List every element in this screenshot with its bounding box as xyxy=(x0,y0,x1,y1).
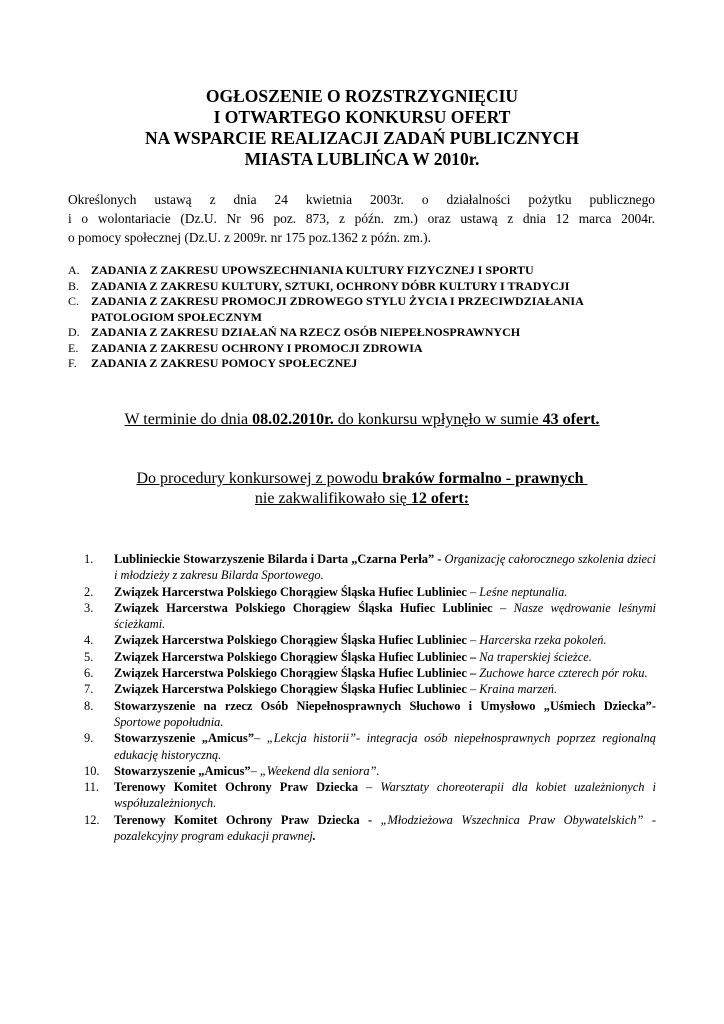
offer-body xyxy=(114,812,656,845)
category-letter: F. xyxy=(68,356,77,370)
category-item xyxy=(68,263,668,279)
category-letter: E. xyxy=(68,340,79,355)
summary-mid: do konkursu wpłynęło w sumie xyxy=(333,411,543,428)
offer-organization: Związek Harcerstwa Polskiego Chorągiew Śląska Hufiec Lubliniec xyxy=(114,584,467,599)
offer-organization: Stowarzyszenie na rzecz Osób Niepełnosprawnych Słuchowo i Umysłowo „Uśmiech Dziecka”- xyxy=(114,698,656,713)
offer-organization: Stowarzyszenie „Amicus” xyxy=(114,763,251,778)
category-text: ZADANIA Z ZAKRESU OCHRONY I PROMOCJI ZDROWIA xyxy=(91,340,423,355)
category-letter: A. xyxy=(68,263,80,277)
offer-description: – Warsztaty choreoterapii dla kobiet uzależnionych i współuzależnionych. xyxy=(114,780,656,811)
submission-summary xyxy=(0,410,724,430)
category-item xyxy=(68,341,668,357)
offer-item xyxy=(84,665,656,681)
offer-number: 8. xyxy=(84,698,94,713)
offer-item xyxy=(84,584,656,600)
offer-item xyxy=(84,600,656,633)
offer-number: 11. xyxy=(84,780,100,795)
offer-body xyxy=(114,665,656,681)
offer-tail: . xyxy=(312,829,316,844)
offer-body xyxy=(114,763,656,779)
offer-item xyxy=(84,551,656,584)
document-title xyxy=(0,86,724,170)
offer-organization: Terenowy Komitet Ochrony Praw Dziecka - xyxy=(114,812,373,827)
offer-description: – Kraina marzeń. xyxy=(466,682,558,697)
rejected-line1-text: Do procedury konkursowej z powodu xyxy=(136,470,383,487)
offer-organization: Stowarzyszenie „Amicus” xyxy=(114,731,255,746)
offer-description: Zuchowe harce czterech pór roku. xyxy=(476,666,648,681)
offer-body xyxy=(114,698,656,731)
offer-number: 10. xyxy=(84,763,100,778)
category-item xyxy=(68,279,668,295)
offer-number: 12. xyxy=(84,812,100,827)
rejected-line-1 xyxy=(0,469,724,489)
offer-body xyxy=(114,730,656,763)
offer-description: Organizację całorocznego szkolenia dzieci i młodzieży z zakresu Bilarda Sportowego. xyxy=(114,552,656,583)
summary-date: 08.02.2010r. xyxy=(252,411,334,428)
category-text: ZADANIA Z ZAKRESU DZIAŁAŃ NA RZECZ OSÓB NIEPEŁNOSPRAWNYCH xyxy=(91,325,521,339)
offer-item xyxy=(84,779,656,812)
offer-body xyxy=(114,584,656,600)
intro-line: i o wolontariacie (Dz.U. Nr 96 poz. 873, z późn. zm.) oraz ustawą z dnia 12 marca 2004r. xyxy=(68,211,655,226)
offer-number: 3. xyxy=(84,600,94,615)
category-text: ZADANIA Z ZAKRESU PROMOCJI ZDROWEGO STYLU ŻYCIA I PRZECIWDZIAŁANIA PATOLOGIOM SPOŁECZNYM xyxy=(91,294,584,324)
offer-description: „Młodzieżowa Wszechnica Praw Obywatelskich” - pozalekcyjny program edukacji prawnej xyxy=(114,812,656,844)
offer-item xyxy=(84,681,656,697)
category-letter: C. xyxy=(68,294,80,308)
rejected-summary xyxy=(0,469,724,508)
offer-organization: Związek Harcerstwa Polskiego Chorągiew Śląska Hufiec Lubliniec – xyxy=(114,666,477,681)
task-categories-list xyxy=(68,263,668,372)
offer-body xyxy=(114,600,656,633)
rejected-line2-text: nie zakwalifikowało się xyxy=(254,489,411,507)
offer-item xyxy=(84,763,656,779)
intro-line: o pomocy społecznej (Dz.U. z 2009r. nr 175 poz.1362 z późn. zm.). xyxy=(68,230,431,245)
offer-number: 2. xyxy=(84,584,94,599)
offer-number: 9. xyxy=(84,731,94,746)
legal-basis-paragraph xyxy=(68,190,655,247)
title-line: NA WSPARCIE REALIZACJI ZADAŃ PUBLICZNYCH xyxy=(145,128,579,148)
category-item xyxy=(68,325,668,341)
offer-description: Na traperskiej ścieżce. xyxy=(476,649,592,664)
offer-number: 7. xyxy=(84,682,94,697)
offer-organization: Związek Harcerstwa Polskiego Chorągiew Śląska Hufiec Lubliniec xyxy=(114,633,467,648)
category-item xyxy=(68,294,668,325)
offer-description: – „Weekend dla seniora”. xyxy=(250,763,380,778)
offer-body xyxy=(114,681,656,697)
rejected-offers-list xyxy=(84,551,656,844)
rejected-count: 12 ofert: xyxy=(410,489,470,507)
offer-number: 1. xyxy=(84,552,94,566)
category-item xyxy=(68,356,668,372)
category-text: ZADANIA Z ZAKRESU UPOWSZECHNIANIA KULTURY FIZYCZNEJ I SPORTU xyxy=(91,263,534,277)
offer-body xyxy=(114,649,656,665)
intro-line: Określonych ustawą z dnia 24 kwietnia 2003r. o działalności pożytku publicznego xyxy=(68,192,655,207)
summary-text xyxy=(124,411,599,428)
offer-organization: Lublinieckie Stowarzyszenie Bilarda i Darta „Czarna Perła” - xyxy=(114,552,442,566)
offer-item xyxy=(84,632,656,648)
summary-pre: W terminie do dnia xyxy=(124,411,253,428)
title-line: MIASTA LUBLIŃCA W 2010r. xyxy=(244,149,480,169)
category-text: ZADANIA Z ZAKRESU KULTURY, SZTUKI, OCHRONY DÓBR KULTURY I TRADYCJI xyxy=(91,278,570,293)
offer-description: Sportowe popołudnia. xyxy=(114,714,224,729)
offer-item xyxy=(84,812,656,845)
offer-description: – Harcerska rzeka pokoleń. xyxy=(466,633,607,648)
offer-item xyxy=(84,730,656,763)
offer-body xyxy=(114,632,656,648)
summary-count: 43 ofert. xyxy=(542,411,600,428)
rejected-reason: braków formalno - prawnych xyxy=(382,470,584,487)
offer-number: 6. xyxy=(84,666,94,681)
offer-description: – „Lekcja historii”- integracja osób niepełnosprawnych poprzez regionalną edukację historyczną. xyxy=(114,731,657,762)
category-letter: D. xyxy=(68,325,80,339)
category-letter: B. xyxy=(68,278,80,293)
offer-number: 4. xyxy=(84,633,94,648)
offer-number: 5. xyxy=(84,649,94,664)
title-line: I OTWARTEGO KONKURSU OFERT xyxy=(213,107,511,127)
offer-organization: Związek Harcerstwa Polskiego Chorągiew Śląska Hufiec Lubliniec – xyxy=(114,649,477,664)
offer-organization: Związek Harcerstwa Polskiego Chorągiew Śląska Hufiec Lubliniec xyxy=(114,682,467,697)
offer-organization: Terenowy Komitet Ochrony Praw Dziecka xyxy=(114,780,359,795)
title-line: OGŁOSZENIE O ROZSTRZYGNIĘCIU xyxy=(205,86,519,106)
offer-body xyxy=(114,779,656,812)
rejected-line-2 xyxy=(0,489,724,509)
offer-organization: Związek Harcerstwa Polskiego Chorągiew Śląska Hufiec Lubliniec xyxy=(114,600,493,615)
offer-body xyxy=(114,551,656,584)
offer-item xyxy=(84,698,656,731)
offer-item xyxy=(84,649,656,665)
offer-description: – Nasze wędrowanie leśnymi ścieżkami. xyxy=(114,600,656,632)
category-text: ZADANIA Z ZAKRESU POMOCY SPOŁECZNEJ xyxy=(91,356,358,370)
offer-description: – Leśne neptunalia. xyxy=(466,584,568,599)
